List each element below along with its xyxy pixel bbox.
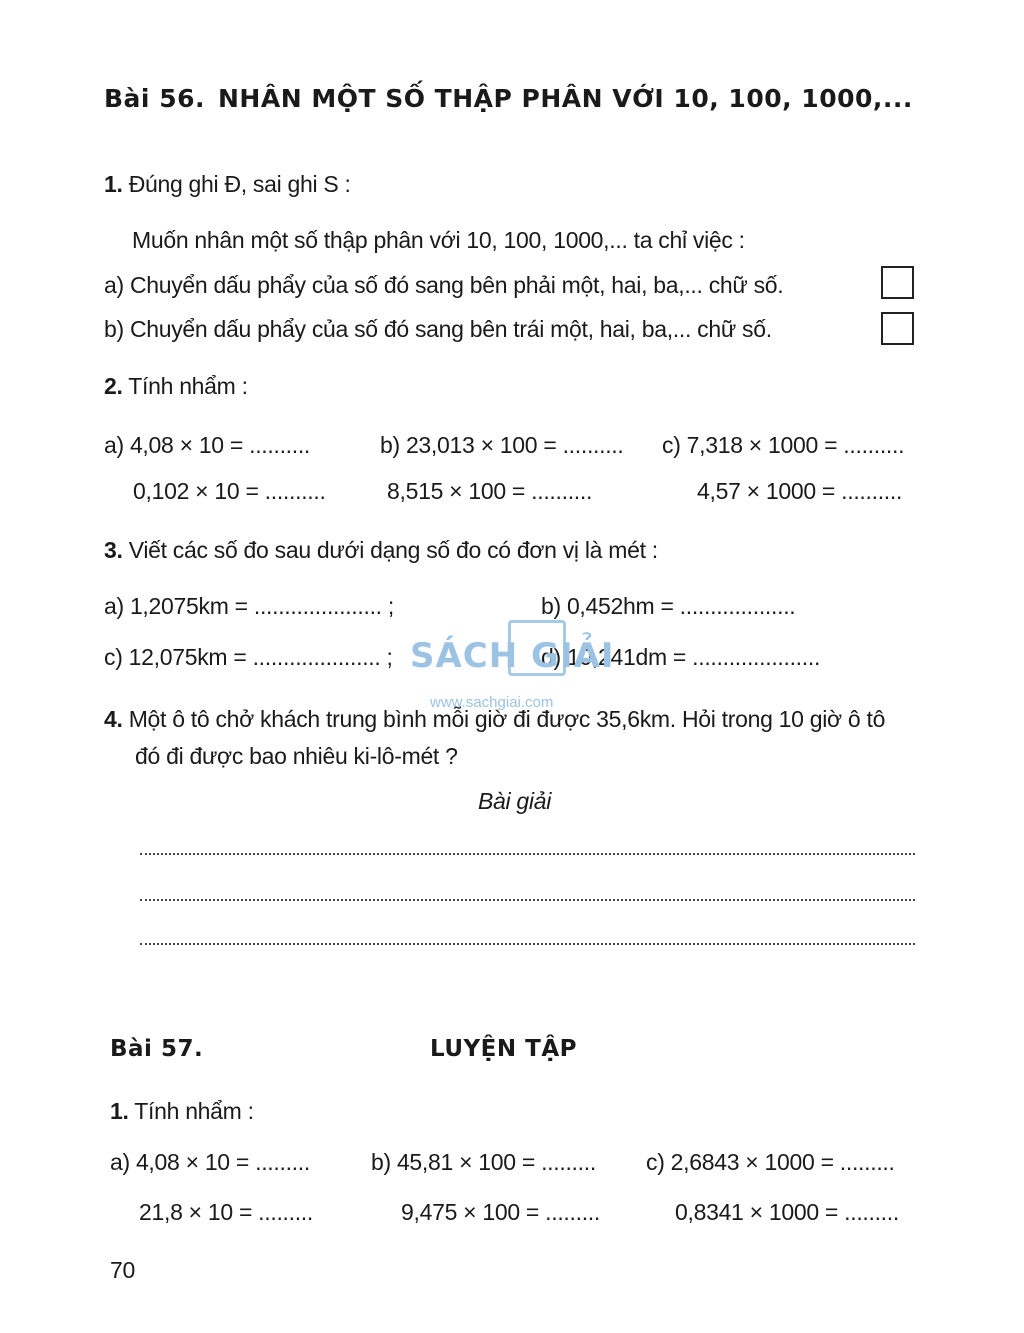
q1-line — [104, 173, 351, 196]
q3-item-d: d) 10,241dm = ..................... — [541, 644, 821, 670]
q2-expr-a1: a) 4,08 × 10 = .......... — [104, 432, 311, 458]
q2-expr-a2: 0,102 × 10 = .......... — [133, 478, 326, 504]
q3-number: 3. — [104, 537, 123, 563]
q4-text-continued: đó đi được bao nhiêu ki-lô-mét ? — [135, 743, 458, 769]
q2-expr-b1: b) 23,013 × 100 = .......... — [380, 432, 624, 458]
lesson-57-title: Bài 57. — [110, 1036, 204, 1062]
answer-box-b[interactable] — [881, 312, 914, 345]
answer-box-a[interactable] — [881, 266, 914, 299]
q2-expr-c1: c) 7,318 × 1000 = .......... — [662, 432, 905, 458]
q1-statement-b: b) Chuyển dấu phẩy của số đó sang bên trái một, hai, ba,... chữ số. — [104, 316, 772, 342]
q1-number: 1. — [104, 171, 123, 197]
b57-expr-b1: b) 45,81 × 100 = ......... — [371, 1149, 596, 1175]
q2-text: Tính nhẩm : — [128, 373, 248, 399]
b57-expr-a2: 21,8 × 10 = ......... — [139, 1199, 313, 1225]
answer-line-1[interactable] — [140, 853, 915, 855]
b57-expr-a1: a) 4,08 × 10 = ......... — [110, 1149, 310, 1175]
q3-item-c: c) 12,075km = ..................... ; — [104, 644, 393, 670]
page-number: 70 — [110, 1257, 135, 1283]
b57-q1-number: 1. — [110, 1098, 129, 1124]
lesson-57-heading: LUYỆN TẬP — [430, 1036, 577, 1062]
lesson-56-title: Bài 56. — [104, 84, 205, 113]
b57-expr-c1: c) 2,6843 × 1000 = ......... — [646, 1149, 895, 1175]
watermark-url: www.sachgiai.com — [430, 694, 554, 711]
b57-q1-text: Tính nhẩm : — [134, 1098, 254, 1124]
b57-q1-line — [110, 1100, 254, 1123]
q2-expr-b2: 8,515 × 100 = .......... — [387, 478, 593, 504]
q1-statement-a: a) Chuyển dấu phẩy của số đó sang bên phải một, hai, ba,... chữ số. — [104, 272, 784, 298]
b57-expr-c2: 0,8341 × 1000 = ......... — [675, 1199, 899, 1225]
q4-line — [104, 708, 885, 731]
q2-expr-c2: 4,57 × 1000 = .......... — [697, 478, 903, 504]
solution-label: Bài giải — [478, 788, 552, 814]
q1-text: Đúng ghi Đ, sai ghi S : — [128, 171, 351, 197]
q3-text: Viết các số đo sau dưới dạng số đo có đơn vị là mét : — [128, 537, 658, 563]
b57-expr-b2: 9,475 × 100 = ......... — [401, 1199, 600, 1225]
q4-text: Một ô tô chở khách trung bình mỗi giờ đi được 35,6km. Hỏi trong 10 giờ ô tô — [128, 706, 886, 732]
q2-number: 2. — [104, 373, 123, 399]
q3-item-a: a) 1,2075km = ..................... ; — [104, 593, 394, 619]
q4-number: 4. — [104, 706, 123, 732]
q2-line — [104, 375, 248, 398]
q3-item-b: b) 0,452hm = ................... — [541, 593, 796, 619]
watermark-brand: SÁCH GIẢI — [410, 636, 615, 676]
lesson-56-heading: NHÂN MỘT SỐ THẬP PHÂN VỚI 10, 100, 1000,... — [218, 84, 913, 113]
answer-line-2[interactable] — [140, 899, 915, 901]
answer-line-3[interactable] — [140, 943, 915, 945]
q3-line — [104, 539, 658, 562]
q1-intro: Muốn nhân một số thập phân với 10, 100, 1000,... ta chỉ việc : — [132, 227, 745, 253]
